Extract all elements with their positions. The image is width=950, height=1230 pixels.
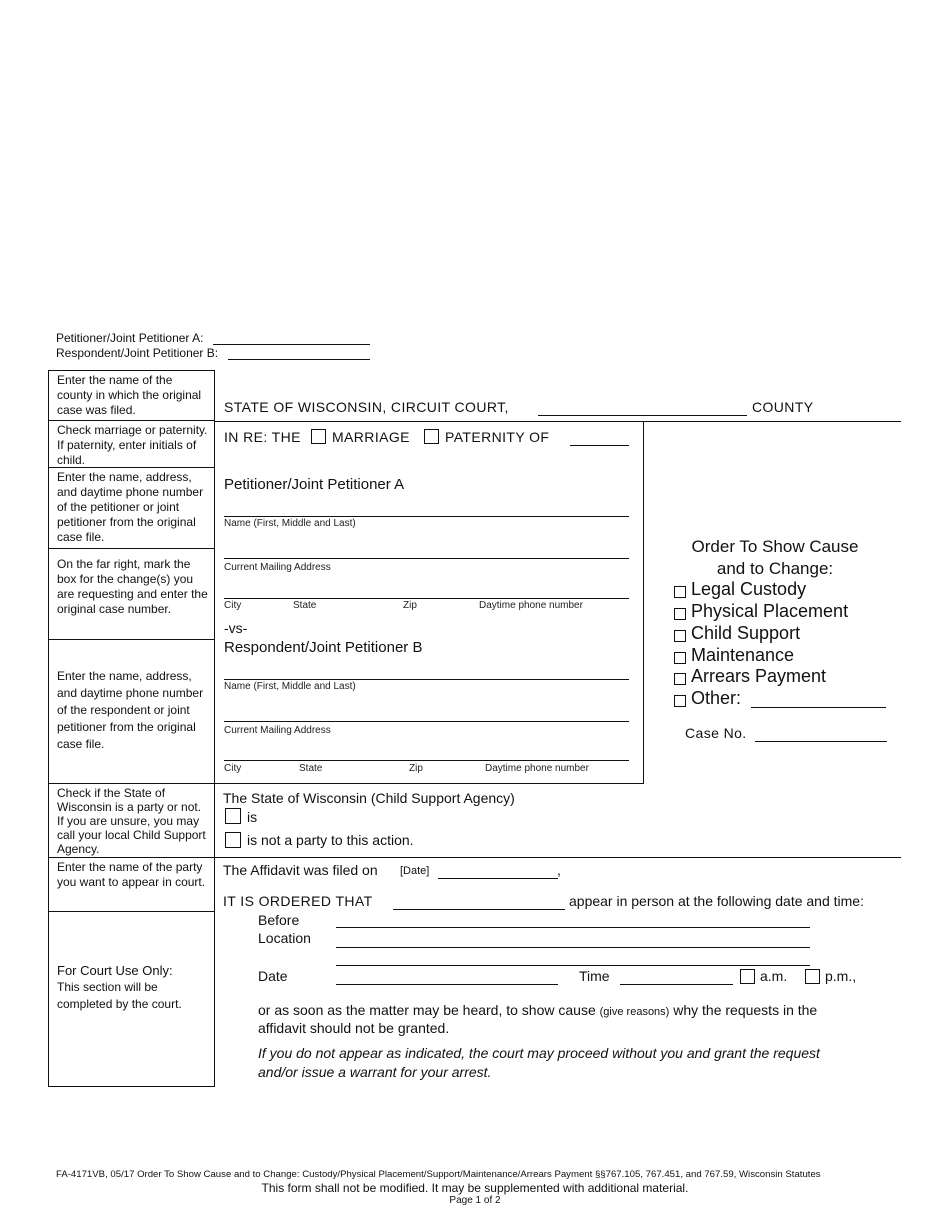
court-use-title: For Court Use Only: — [57, 963, 173, 978]
date-label: Date — [258, 968, 288, 984]
divider — [215, 421, 901, 422]
caption-divider — [643, 421, 644, 783]
maintenance-label: Maintenance — [691, 645, 795, 665]
affidavit-comma: , — [557, 862, 561, 878]
instruction-county: Enter the name of the county in which the original case was filed. — [49, 371, 214, 421]
affidavit-date-field[interactable] — [438, 864, 558, 879]
instruction-in-re: Check marriage or paternity. If paternity, enter initials of child. — [49, 421, 214, 468]
county-label: COUNTY — [752, 399, 814, 415]
instruction-state-party: Check if the State of Wisconsin is a party or not. If you are unsure, you may call your local Child Support Agency. — [49, 784, 214, 858]
instruction-appear: Enter the name of the party you want to appear in court. — [49, 858, 214, 912]
petitioner-city-caption: City — [224, 600, 242, 611]
vs-label: -vs- — [224, 620, 248, 636]
state-circuit-court: STATE OF WISCONSIN, CIRCUIT COURT, — [224, 399, 509, 415]
order-title-line2: and to Change: — [716, 559, 834, 578]
party-to-appear-field[interactable] — [393, 895, 565, 910]
footer-notice: This form shall not be modified. It may be supplemented with additional material. — [261, 1181, 689, 1195]
respondent-b-label: Respondent/Joint Petitioner B: — [56, 346, 219, 360]
page-number: Page 1 of 2 — [449, 1195, 501, 1206]
divider — [215, 783, 644, 784]
am-label: a.m. — [760, 968, 788, 984]
show-cause-text-1: or as soon as the matter may be heard, to show cause — [258, 1002, 596, 1018]
respondent-address-field[interactable] — [224, 708, 629, 722]
legal-custody-checkbox[interactable] — [674, 586, 686, 598]
form-id: FA-4171VB, 05/17 Order To Show Cause and to Change: Custody/Physical Placement/Support/Maintenance/Arrears Payment §§767.105, 767.451, and 767.59, Wisconsin Statutes — [56, 1169, 821, 1180]
order-title-line1: Order To Show Cause — [691, 537, 859, 556]
instruction-column — [48, 370, 215, 1087]
arrears-payment-checkbox[interactable] — [674, 673, 686, 685]
hearing-time-field[interactable] — [620, 970, 733, 985]
respondent-city-line[interactable] — [224, 747, 629, 761]
child-initials-field[interactable] — [570, 431, 629, 446]
instruction-change: On the far right, mark the box for the change(s) you are requesting and enter the original case number. — [49, 549, 214, 640]
other-label: Other: — [691, 688, 742, 708]
state-is-checkbox[interactable] — [225, 808, 241, 824]
paternity-checkbox[interactable] — [424, 429, 439, 444]
petitioner-a-label: Petitioner/Joint Petitioner A: — [56, 331, 204, 345]
affidavit-date-hint: [Date] — [400, 865, 430, 877]
location-label: Location — [258, 930, 311, 946]
show-cause-text-3: affidavit should not be granted. — [258, 1020, 450, 1036]
respondent-city-caption: City — [224, 763, 242, 774]
respondent-state-caption: State — [299, 763, 323, 774]
petitioner-phone-caption: Daytime phone number — [479, 600, 583, 611]
hearing-date-field[interactable] — [336, 970, 558, 985]
respondent-heading: Respondent/Joint Petitioner B — [224, 639, 423, 656]
county-field[interactable] — [538, 401, 747, 416]
in-re-label: IN RE: THE — [224, 429, 301, 445]
before-field[interactable] — [336, 913, 810, 928]
other-checkbox[interactable] — [674, 695, 686, 707]
arrears-payment-label: Arrears Payment — [691, 666, 827, 686]
respondent-address-caption: Current Mailing Address — [224, 725, 331, 736]
petitioner-city-line[interactable] — [224, 585, 629, 599]
time-label: Time — [579, 968, 610, 984]
instruction-respondent: Enter the name, address, and daytime phone number of the respondent or joint petitioner from the original case file. — [49, 640, 214, 784]
location-field[interactable] — [336, 933, 810, 948]
warning-line-2: and/or issue a warrant for your arrest. — [258, 1064, 492, 1080]
respondent-zip-caption: Zip — [409, 763, 423, 774]
petitioner-a-field[interactable] — [213, 330, 370, 345]
case-no-label: Case No. — [685, 725, 747, 741]
petitioner-address-caption: Current Mailing Address — [224, 562, 331, 573]
state-is-label: is — [247, 809, 258, 825]
appear-label: appear in person at the following date and time: — [569, 893, 864, 909]
petitioner-address-field[interactable] — [224, 545, 629, 559]
physical-placement-label: Physical Placement — [691, 601, 849, 621]
pm-label: p.m., — [825, 968, 857, 984]
other-field[interactable] — [751, 693, 886, 708]
affidavit-label: The Affidavit was filed on — [223, 862, 378, 878]
marriage-checkbox[interactable] — [311, 429, 326, 444]
petitioner-zip-caption: Zip — [403, 600, 417, 611]
pm-checkbox[interactable] — [805, 969, 820, 984]
it-is-ordered-label: IT IS ORDERED THAT — [223, 893, 373, 909]
paternity-label: PATERNITY OF — [445, 429, 550, 445]
divider — [215, 857, 901, 858]
marriage-label: MARRIAGE — [332, 429, 410, 445]
maintenance-checkbox[interactable] — [674, 652, 686, 664]
location-field-2[interactable] — [336, 951, 810, 966]
court-use-cell — [49, 912, 214, 1086]
child-support-checkbox[interactable] — [674, 630, 686, 642]
am-checkbox[interactable] — [740, 969, 755, 984]
state-party-label: The State of Wisconsin (Child Support Agency) — [223, 790, 515, 806]
child-support-label: Child Support — [691, 623, 801, 643]
case-no-field[interactable] — [755, 727, 887, 742]
state-is-not-label: is not a party to this action. — [247, 832, 414, 848]
physical-placement-checkbox[interactable] — [674, 608, 686, 620]
petitioner-name-caption: Name (First, Middle and Last) — [224, 518, 356, 529]
show-cause-line — [258, 1002, 817, 1018]
show-cause-text-2: why the requests in the — [673, 1002, 818, 1018]
respondent-name-field[interactable] — [224, 666, 629, 680]
before-label: Before — [258, 912, 300, 928]
state-is-not-checkbox[interactable] — [225, 832, 241, 848]
legal-custody-label: Legal Custody — [691, 579, 807, 599]
give-reasons-hint: (give reasons) — [599, 1006, 670, 1018]
warning-line-1: If you do not appear as indicated, the court may proceed without you and grant the request — [258, 1045, 820, 1061]
respondent-phone-caption: Daytime phone number — [485, 763, 589, 774]
instruction-petitioner: Enter the name, address, and daytime phone number of the petitioner or joint petitioner from the original case file. — [49, 468, 214, 549]
petitioner-state-caption: State — [293, 600, 317, 611]
court-use-text: This section will be completed by the court. — [57, 980, 182, 1011]
petitioner-heading: Petitioner/Joint Petitioner A — [224, 476, 405, 493]
petitioner-name-field[interactable] — [224, 503, 629, 517]
respondent-b-field[interactable] — [228, 345, 370, 360]
respondent-name-caption: Name (First, Middle and Last) — [224, 681, 356, 692]
